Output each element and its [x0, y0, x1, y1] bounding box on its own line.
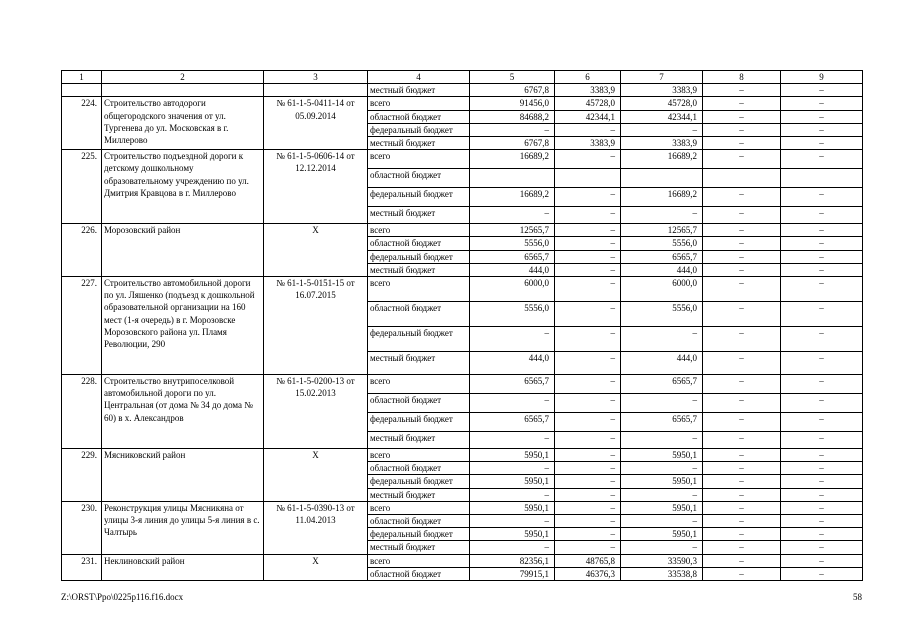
cell-col7: 5950,1 [621, 501, 703, 514]
cell-col6: 48765,8 [555, 554, 621, 567]
cell-col6: 3383,9 [555, 84, 621, 97]
cell-name [102, 84, 264, 97]
cell-col9: – [781, 528, 863, 541]
cell-col5: 79915,1 [470, 567, 555, 580]
cell-funding-type: местный бюджет [368, 488, 470, 501]
cell-col9 [781, 169, 863, 188]
cell-col8 [703, 169, 781, 188]
cell-col9: – [781, 263, 863, 276]
cell-col7: 444,0 [621, 263, 703, 276]
cell-col7: 444,0 [621, 352, 703, 375]
cell-col9: – [781, 237, 863, 250]
cell-col7: – [621, 488, 703, 501]
budget-table [61, 70, 863, 581]
cell-col9: – [781, 515, 863, 528]
cell-col6: – [555, 123, 621, 136]
cell-no: 224. [62, 97, 102, 150]
cell-name: Строительство автодороги общегородского значения от ул. Тургенева до ул. Московская в г. Миллерово [102, 97, 264, 150]
cell-funding-type: всего [368, 449, 470, 462]
cell-col9: – [781, 413, 863, 432]
cell-code: № 61-1-5-0151-15 от 16.07.2015 [264, 277, 368, 375]
cell-funding-type: федеральный бюджет [368, 327, 470, 352]
cell-code: № 61-1-5-0200-13 от 15.02.2013 [264, 375, 368, 449]
table-row [62, 501, 863, 514]
cell-funding-type: областной бюджет [368, 110, 470, 123]
cell-col6: – [555, 541, 621, 554]
cell-col8: – [703, 150, 781, 169]
cell-col5: 6000,0 [470, 277, 555, 302]
cell-col5: 91456,0 [470, 97, 555, 110]
cell-funding-type: федеральный бюджет [368, 528, 470, 541]
cell-col5: 16689,2 [470, 188, 555, 207]
cell-col5: – [470, 541, 555, 554]
cell-col9: – [781, 488, 863, 501]
cell-col9: – [781, 188, 863, 207]
cell-name: Мясниковский район [102, 449, 264, 502]
cell-col6: 46376,3 [555, 567, 621, 580]
cell-col6: – [555, 237, 621, 250]
cell-funding-type: всего [368, 375, 470, 394]
cell-col5: – [470, 123, 555, 136]
cell-col7: 6000,0 [621, 277, 703, 302]
cell-col8: – [703, 123, 781, 136]
cell-funding-type: всего [368, 277, 470, 302]
cell-col9: – [781, 97, 863, 110]
footer-file-path: Z:\ORST\Ppo\0225p116.f16.docx [61, 592, 184, 602]
cell-col7: 12565,7 [621, 224, 703, 237]
cell-no: 225. [62, 150, 102, 224]
cell-col5: 12565,7 [470, 224, 555, 237]
cell-funding-type: областной бюджет [368, 567, 470, 580]
cell-col5: – [470, 515, 555, 528]
cell-col9: – [781, 475, 863, 488]
cell-col8: – [703, 327, 781, 352]
cell-col8: – [703, 501, 781, 514]
cell-funding-type: областной бюджет [368, 237, 470, 250]
continuation-row [62, 84, 863, 97]
cell-funding-type: местный бюджет [368, 84, 470, 97]
cell-col8: – [703, 515, 781, 528]
cell-col7: – [621, 541, 703, 554]
cell-col6: – [555, 250, 621, 263]
cell-no: 230. [62, 501, 102, 554]
cell-col7: – [621, 123, 703, 136]
cell-col5: 82356,1 [470, 554, 555, 567]
cell-col9: – [781, 375, 863, 394]
cell-col7: 16689,2 [621, 188, 703, 207]
cell-col8: – [703, 110, 781, 123]
cell-funding-type: местный бюджет [368, 263, 470, 276]
cell-funding-type: местный бюджет [368, 432, 470, 449]
cell-name: Неклиновский район [102, 554, 264, 580]
cell-col8: – [703, 449, 781, 462]
cell-col9: – [781, 432, 863, 449]
cell-code [264, 84, 368, 97]
cell-col8: – [703, 224, 781, 237]
cell-col6: – [555, 501, 621, 514]
cell-no [62, 84, 102, 97]
cell-col7: 5556,0 [621, 302, 703, 327]
cell-funding-type: федеральный бюджет [368, 413, 470, 432]
cell-col5: – [470, 488, 555, 501]
cell-col7: 45728,0 [621, 97, 703, 110]
header-cell: 4 [368, 71, 470, 84]
cell-col6: 42344,1 [555, 110, 621, 123]
cell-col8: – [703, 541, 781, 554]
cell-col7: 6565,7 [621, 250, 703, 263]
cell-col7: 33590,3 [621, 554, 703, 567]
cell-col9: – [781, 84, 863, 97]
cell-col9: – [781, 501, 863, 514]
cell-col6: – [555, 488, 621, 501]
cell-col9: – [781, 449, 863, 462]
cell-col9: – [781, 277, 863, 302]
cell-col5: 5556,0 [470, 302, 555, 327]
header-cell: 9 [781, 71, 863, 84]
cell-col8: – [703, 413, 781, 432]
cell-col6: – [555, 302, 621, 327]
cell-col5: 16689,2 [470, 150, 555, 169]
cell-col6: – [555, 375, 621, 394]
cell-no: 229. [62, 449, 102, 502]
cell-col5: – [470, 207, 555, 224]
cell-col8: – [703, 250, 781, 263]
cell-col7: 5950,1 [621, 449, 703, 462]
cell-col5: 6565,7 [470, 413, 555, 432]
cell-funding-type: областной бюджет [368, 462, 470, 475]
cell-name: Строительство автомобильной дороги по ул. Ляшенко (подъезд к дошкольной образовательной организации на 160 мест (1-я очередь) в г. Морозовске Морозовского района ул. Пламя Революции, 290 [102, 277, 264, 375]
cell-col7: 3383,9 [621, 84, 703, 97]
cell-name: Реконструкция улицы Мясникяна от улицы 3-я линия до улицы 5-я линия в с. Чалтырь [102, 501, 264, 554]
cell-col8: – [703, 394, 781, 413]
cell-col6: – [555, 224, 621, 237]
header-cell: 2 [102, 71, 264, 84]
cell-col9: – [781, 394, 863, 413]
cell-col6: – [555, 150, 621, 169]
cell-funding-type: всего [368, 554, 470, 567]
cell-code: № 61-1-5-0411-14 от 05.09.2014 [264, 97, 368, 150]
cell-col9: – [781, 541, 863, 554]
cell-col8: – [703, 375, 781, 394]
cell-col7: 5950,1 [621, 528, 703, 541]
table-row [62, 224, 863, 237]
cell-col9: – [781, 207, 863, 224]
cell-col7: – [621, 515, 703, 528]
cell-col7: – [621, 207, 703, 224]
cell-col6 [555, 169, 621, 188]
page-number: 58 [853, 592, 862, 602]
cell-code: Х [264, 224, 368, 277]
cell-col6: – [555, 263, 621, 276]
cell-funding-type: областной бюджет [368, 302, 470, 327]
cell-col6: – [555, 528, 621, 541]
cell-col5: 6565,7 [470, 250, 555, 263]
cell-col7: – [621, 394, 703, 413]
table-row [62, 277, 863, 302]
cell-col8: – [703, 462, 781, 475]
cell-col8: – [703, 207, 781, 224]
cell-col5: 6565,7 [470, 375, 555, 394]
cell-funding-type: областной бюджет [368, 515, 470, 528]
cell-col8: – [703, 302, 781, 327]
cell-col9: – [781, 110, 863, 123]
cell-code: № 61-1-5-0390-13 от 11.04.2013 [264, 501, 368, 554]
cell-funding-type: всего [368, 97, 470, 110]
cell-col6: – [555, 188, 621, 207]
cell-col6: – [555, 475, 621, 488]
cell-no: 231. [62, 554, 102, 580]
cell-no: 228. [62, 375, 102, 449]
cell-col9: – [781, 554, 863, 567]
cell-col9: – [781, 150, 863, 169]
cell-col9: – [781, 137, 863, 150]
cell-col8: – [703, 488, 781, 501]
cell-funding-type: местный бюджет [368, 207, 470, 224]
cell-col5: 5950,1 [470, 528, 555, 541]
cell-col9: – [781, 567, 863, 580]
cell-col5: 6767,8 [470, 137, 555, 150]
cell-funding-type: всего [368, 224, 470, 237]
cell-col5: 444,0 [470, 263, 555, 276]
cell-col5: – [470, 432, 555, 449]
cell-col5: 6767,8 [470, 84, 555, 97]
cell-col7: – [621, 462, 703, 475]
cell-name: Строительство подъездной дороги к детскому дошкольному образовательному учреждению по ул. Дмитрия Кравцова в г. Миллерово [102, 150, 264, 224]
cell-code: Х [264, 449, 368, 502]
cell-col9: – [781, 123, 863, 136]
cell-col6: – [555, 352, 621, 375]
cell-col8: – [703, 84, 781, 97]
table-row [62, 97, 863, 110]
cell-col8: – [703, 432, 781, 449]
cell-col8: – [703, 554, 781, 567]
cell-col8: – [703, 277, 781, 302]
cell-funding-type: областной бюджет [368, 394, 470, 413]
cell-col7: 16689,2 [621, 150, 703, 169]
cell-funding-type: местный бюджет [368, 541, 470, 554]
cell-col6: 3383,9 [555, 137, 621, 150]
cell-col7: 33538,8 [621, 567, 703, 580]
cell-funding-type: всего [368, 501, 470, 514]
cell-col8: – [703, 137, 781, 150]
cell-col6: – [555, 413, 621, 432]
cell-no: 226. [62, 224, 102, 277]
cell-col8: – [703, 352, 781, 375]
cell-col7: 5950,1 [621, 475, 703, 488]
header-cell: 8 [703, 71, 781, 84]
header-cell: 1 [62, 71, 102, 84]
cell-col5: – [470, 394, 555, 413]
cell-col5: – [470, 462, 555, 475]
cell-code: Х [264, 554, 368, 580]
cell-col7: 42344,1 [621, 110, 703, 123]
cell-funding-type: местный бюджет [368, 352, 470, 375]
cell-funding-type: федеральный бюджет [368, 123, 470, 136]
cell-col8: – [703, 188, 781, 207]
table-row [62, 375, 863, 394]
cell-col8: – [703, 475, 781, 488]
cell-col6: 45728,0 [555, 97, 621, 110]
header-row [62, 71, 863, 84]
cell-col6: – [555, 432, 621, 449]
header-cell: 7 [621, 71, 703, 84]
cell-col8: – [703, 263, 781, 276]
cell-name: Морозовский район [102, 224, 264, 277]
cell-col6: – [555, 515, 621, 528]
cell-col5: – [470, 327, 555, 352]
cell-funding-type: федеральный бюджет [368, 475, 470, 488]
cell-col7: 3383,9 [621, 137, 703, 150]
cell-col6: – [555, 462, 621, 475]
table-body [62, 71, 863, 581]
header-cell: 3 [264, 71, 368, 84]
cell-col5: 5950,1 [470, 501, 555, 514]
cell-col6: – [555, 449, 621, 462]
cell-funding-type: федеральный бюджет [368, 188, 470, 207]
cell-col6: – [555, 394, 621, 413]
cell-col9: – [781, 352, 863, 375]
cell-name: Строительство внутрипоселковой автомобильной дороги по ул. Центральная (от дома № 34 до дома № 60) в х. Александров [102, 375, 264, 449]
cell-funding-type: федеральный бюджет [368, 250, 470, 263]
cell-col6: – [555, 277, 621, 302]
header-cell: 5 [470, 71, 555, 84]
header-cell: 6 [555, 71, 621, 84]
cell-col9: – [781, 302, 863, 327]
cell-col6: – [555, 207, 621, 224]
cell-col5: 444,0 [470, 352, 555, 375]
table-row [62, 150, 863, 169]
cell-col9: – [781, 327, 863, 352]
cell-col8: – [703, 528, 781, 541]
cell-col7: 6565,7 [621, 375, 703, 394]
cell-funding-type: всего [368, 150, 470, 169]
cell-col5: 5556,0 [470, 237, 555, 250]
cell-funding-type: местный бюджет [368, 137, 470, 150]
cell-col7 [621, 169, 703, 188]
cell-col5: 5950,1 [470, 475, 555, 488]
cell-funding-type: областной бюджет [368, 169, 470, 188]
cell-col8: – [703, 97, 781, 110]
cell-no: 227. [62, 277, 102, 375]
cell-col5: 5950,1 [470, 449, 555, 462]
cell-col7: 6565,7 [621, 413, 703, 432]
cell-col8: – [703, 237, 781, 250]
cell-col6: – [555, 327, 621, 352]
table-row [62, 554, 863, 567]
cell-col9: – [781, 462, 863, 475]
cell-col9: – [781, 250, 863, 263]
cell-code: № 61-1-5-0606-14 от 12.12.2014 [264, 150, 368, 224]
cell-col7: – [621, 327, 703, 352]
table-row [62, 449, 863, 462]
cell-col5: 84688,2 [470, 110, 555, 123]
cell-col9: – [781, 224, 863, 237]
cell-col5 [470, 169, 555, 188]
cell-col7: – [621, 432, 703, 449]
cell-col7: 5556,0 [621, 237, 703, 250]
cell-col8: – [703, 567, 781, 580]
